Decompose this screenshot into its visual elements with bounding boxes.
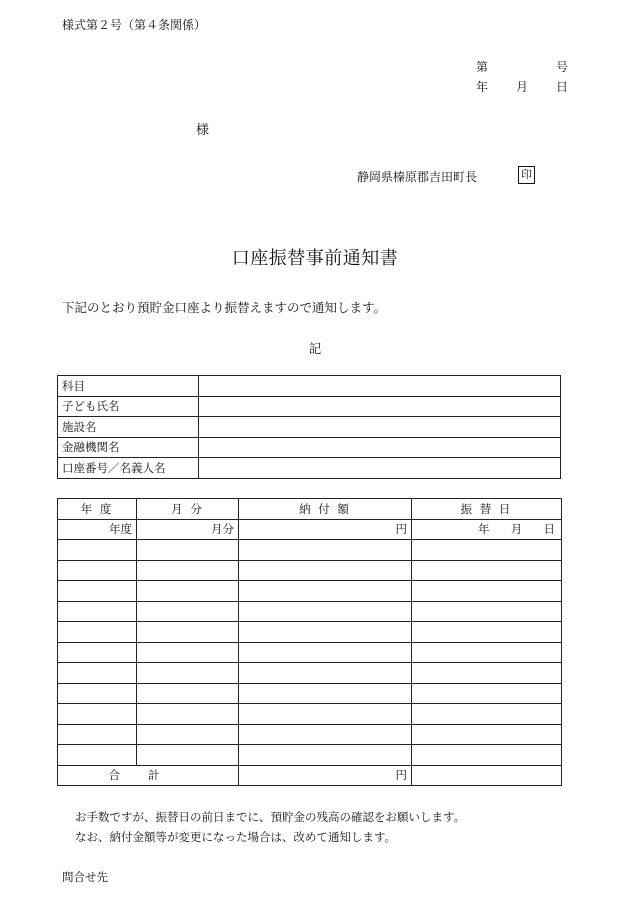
seal-mark: 印 [518,166,535,184]
info-label: 口座番号／名義人名 [58,458,199,479]
total-blank [412,765,562,786]
issue-date [476,78,568,94]
unit-date-day: 日 [543,522,555,537]
info-label: 施設名 [58,417,199,438]
table-row [58,704,562,725]
note-balance-check: お手数ですが、振替日の前日までに、預貯金の残高の確認をお願いします。 [75,810,466,824]
info-value[interactable] [199,396,561,417]
header-month: 月 分 [137,499,239,520]
total-amount[interactable]: 円 [239,765,412,786]
table-row [58,745,562,766]
form-number: 様式第２号（第４条関係） [62,18,207,32]
payment-table [57,498,562,786]
table-row [58,581,562,602]
unit-month: 月分 [137,519,239,540]
info-label: 金融機関名 [58,437,199,458]
table-row [58,396,561,417]
info-value[interactable] [199,437,561,458]
lead-text: 下記のとおり預貯金口座より振替えますので通知します。 [62,300,387,315]
number-prefix: 第 [476,60,489,74]
unit-date-year: 年 [478,522,490,537]
info-value[interactable] [199,376,561,397]
info-table [57,375,561,479]
unit-date [412,519,562,540]
table-row [58,560,562,581]
unit-yen: 円 [239,519,412,540]
unit-fiscal-year: 年度 [58,519,137,540]
total-row [58,765,562,786]
table-row [58,642,562,663]
ki-heading: 記 [308,341,322,356]
info-label: 子ども氏名 [58,396,199,417]
number-suffix: 号 [556,60,569,74]
date-year-label: 年 [476,80,489,94]
table-row [58,601,562,622]
addressee-suffix: 様 [196,123,210,138]
note-amount-change: なお、納付金額等が変更になった場合は、改めて通知します。 [75,830,397,844]
document-number [476,58,568,74]
info-value[interactable] [199,417,561,438]
table-unit-row [58,519,562,540]
table-row [58,724,562,745]
table-row [58,622,562,643]
date-day-label: 日 [556,80,569,94]
table-row [58,683,562,704]
info-label: 科目 [58,376,199,397]
sender-name: 静岡県榛原郡吉田町長 [357,170,478,184]
contact-label: 問合せ先 [62,870,108,884]
table-row [58,458,561,479]
table-header-row [58,499,562,520]
header-fiscal-year: 年 度 [58,499,137,520]
header-amount: 納 付 額 [239,499,412,520]
document-title: 口座振替事前通知書 [231,248,399,269]
table-row [58,663,562,684]
date-month-label: 月 [516,80,529,94]
unit-date-month: 月 [510,522,523,537]
table-row [58,437,561,458]
table-row [58,376,561,397]
total-label: 合計 [58,765,239,786]
info-value[interactable] [199,458,561,479]
header-transfer-date: 振 替 日 [412,499,562,520]
table-row [58,540,562,561]
table-row [58,417,561,438]
